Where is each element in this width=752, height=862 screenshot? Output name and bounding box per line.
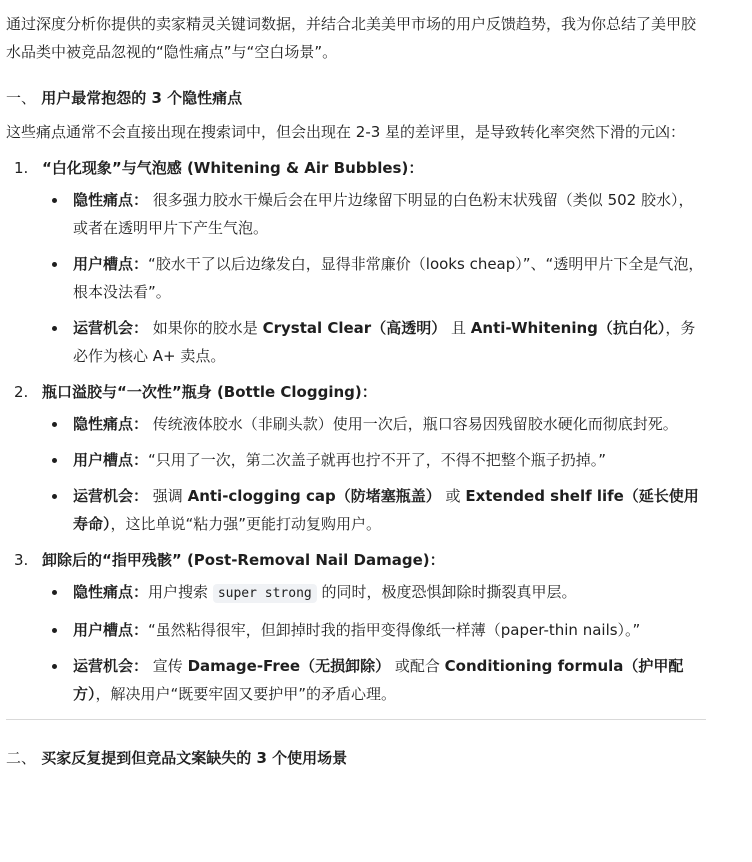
detail-keyword: Extended shelf life（延长使用寿命） — [73, 487, 699, 533]
section-2-title: 买家反复提到但竞品文案缺失的 3 个使用场景 — [41, 749, 348, 767]
intro-paragraph: 通过深度分析你提供的卖家精灵关键词数据，并结合北美美甲市场的用户反馈趋势，我为你总结了美甲胶水品类中被竞品忽视的“隐性痛点”与“空白场景”。 — [6, 15, 697, 61]
detail-label: 运营机会： — [73, 319, 149, 337]
bullet-dot-icon — [52, 590, 57, 595]
section-divider — [6, 719, 706, 720]
section-1-lead: 这些痛点通常不会直接出现在搜索词中，但会出现在 2-3 星的差评里，是导致转化率突然下滑的元凶： — [6, 123, 686, 141]
detail-user-complaint — [42, 446, 706, 474]
pain-point-number: 1. — [14, 159, 29, 177]
bullet-dot-icon — [52, 628, 57, 633]
detail-hidden-pain — [42, 186, 706, 242]
document-body — [6, 10, 706, 778]
bullet-dot-icon — [52, 326, 57, 331]
detail-text: 或配合 — [394, 657, 440, 675]
detail-text: “只用了一次，第二次盖子就再也拧不开了，不得不把整个瓶子扔掉。” — [148, 451, 607, 469]
pain-point-details — [42, 186, 706, 370]
pain-point-item — [6, 546, 706, 708]
detail-label: 用户槽点： — [73, 621, 149, 639]
detail-opportunity — [42, 482, 706, 538]
detail-text: 且 — [451, 319, 467, 337]
detail-text: “胶水干了以后边缘发白，显得非常廉价（looks cheap）”、“透明甲片下全是气泡，根本没法看”。 — [73, 255, 704, 301]
section-2-number: 二、 — [6, 749, 37, 767]
bullet-dot-icon — [52, 198, 57, 203]
pain-point-list — [6, 154, 706, 708]
pain-point-title: 瓶口溢胶与“一次性”瓶身 (Bottle Clogging)： — [42, 383, 377, 401]
detail-keyword: Anti-Whitening（抗白化） — [470, 319, 666, 337]
detail-text: 的同时，极度恐惧卸除时撕裂真甲层。 — [321, 583, 577, 601]
detail-label: 运营机会： — [73, 657, 149, 675]
pain-point-item — [6, 378, 706, 538]
detail-hidden-pain — [42, 578, 706, 608]
detail-text: 强调 — [152, 487, 183, 505]
detail-opportunity — [42, 314, 706, 370]
detail-text: 或 — [445, 487, 461, 505]
pain-point-number: 2. — [14, 383, 29, 401]
detail-text: 很多强力胶水干燥后会在甲片边缘留下明显的白色粉末状残留（类似 502 胶水），或者在透明甲片下产生气泡。 — [73, 191, 694, 237]
section-1-heading — [6, 84, 706, 112]
detail-label: 隐性痛点： — [73, 415, 149, 433]
detail-keyword: Damage-Free（无损卸除） — [187, 657, 391, 675]
detail-text: ，务必作为核心 A+ 卖点。 — [73, 319, 696, 365]
detail-text: 如果你的胶水是 — [152, 319, 258, 337]
search-term-code: super strong — [213, 584, 317, 603]
pain-point-item — [6, 154, 706, 370]
section-1-title: 用户最常抱怨的 3 个隐性痛点 — [41, 89, 243, 107]
detail-label: 隐性痛点： — [73, 191, 149, 209]
pain-point-number: 3. — [14, 551, 29, 569]
detail-opportunity — [42, 652, 706, 708]
detail-label: 用户槽点： — [73, 255, 149, 273]
bullet-dot-icon — [52, 422, 57, 427]
section-2-heading — [6, 744, 706, 772]
detail-keyword: Crystal Clear（高透明） — [262, 319, 447, 337]
detail-user-complaint — [42, 250, 706, 306]
detail-text: 宣传 — [152, 657, 183, 675]
pain-point-title: 卸除后的“指甲残骸” (Post-Removal Nail Damage)： — [42, 551, 445, 569]
bullet-dot-icon — [52, 494, 57, 499]
pain-point-details — [42, 578, 706, 708]
detail-keyword: Anti-clogging cap（防堵塞瓶盖） — [187, 487, 441, 505]
bullet-dot-icon — [52, 458, 57, 463]
detail-label: 运营机会： — [73, 487, 149, 505]
detail-hidden-pain — [42, 410, 706, 438]
detail-label: 隐性痛点： — [73, 583, 149, 601]
detail-text: ，这比单说“粘力强”更能打动复购用户。 — [110, 515, 382, 533]
bullet-dot-icon — [52, 664, 57, 669]
detail-label: 用户槽点： — [73, 451, 149, 469]
pain-point-title: “白化现象”与气泡感 (Whitening & Air Bubbles)： — [42, 159, 424, 177]
section-1-number: 一、 — [6, 89, 37, 107]
detail-text: 传统液体胶水（非刷头款）使用一次后，瓶口容易因残留胶水硬化而彻底封死。 — [152, 415, 678, 433]
detail-keyword: Conditioning formula（护甲配方） — [73, 657, 684, 703]
bullet-dot-icon — [52, 262, 57, 267]
detail-text: “虽然粘得很牢，但卸掉时我的指甲变得像纸一样薄（paper-thin nails）。” — [148, 621, 641, 639]
detail-text: ，解决用户“既要牢固又要护甲”的矛盾心理。 — [95, 685, 397, 703]
detail-user-complaint — [42, 616, 706, 644]
detail-text: 用户搜索 — [148, 583, 209, 601]
pain-point-details — [42, 410, 706, 538]
